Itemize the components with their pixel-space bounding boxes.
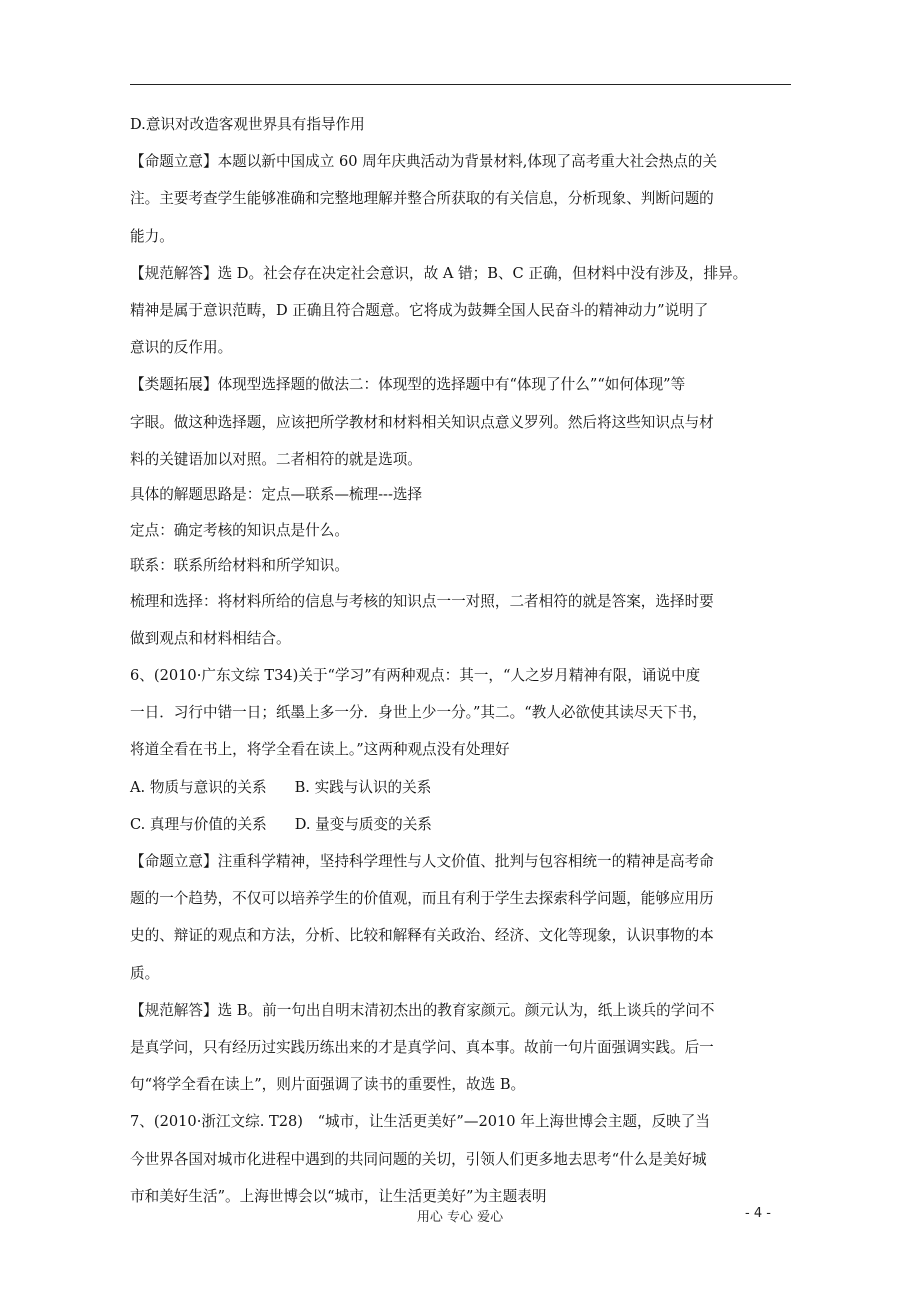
option-c: C. 真理与价值的关系: [130, 815, 267, 833]
footer-motto: 用心 专心 爱心: [416, 1210, 504, 1225]
option-d: D. 量变与质变的关系: [294, 815, 432, 833]
header-rule: [130, 84, 791, 85]
text-line: 做到观点和材料相结合。: [130, 629, 291, 647]
text-line: 6、(2010·广东文综 T34)关于“学习”有两种观点：其一，“人之岁月精神有限，诵说中度: [130, 667, 701, 685]
text-line: 能力。: [130, 227, 174, 245]
text-line: 【类题拓展】体现型选择题的做法二：体现型的选择题中有“体现了什么”“如何体现”等: [130, 376, 686, 394]
text-line: 【规范解答】选 D。社会存在决定社会意识，故 A 错；B、C 正确，但材料中没有涉及，排异。: [130, 264, 748, 282]
page-number: - 4 -: [745, 1206, 771, 1221]
text-line: 梳理和选择：将材料所给的信息与考核的知识点一一对照，二者相符的就是答案，选择时要: [130, 592, 714, 610]
text-line: 【命题立意】注重科学精神，坚持科学理性与人文价值、批判与包容相统一的精神是高考命: [130, 853, 714, 870]
text-line: 质。: [130, 964, 160, 982]
text-line: 具体的解题思路是：定点—联系—梳理---选择: [130, 486, 423, 504]
text-line: 将道全看在书上，将学全看在读上。”这两种观点没有处理好: [130, 741, 510, 759]
text-line: 【命题立意】本题以新中国成立 60 周年庆典活动为背景材料,体现了高考重大社会热点的关: [130, 153, 718, 171]
option-row: [130, 815, 792, 835]
text-line: 是真学问，只有经历过实践历练出来的才是真学问、真本事。故前一句片面强调实践。后一: [130, 1038, 714, 1056]
text-line: 今世界各国对城市化进程中遇到的共同问题的关切，引领人们更多地去思考“什么是美好城: [130, 1150, 707, 1168]
option-row: [130, 778, 792, 798]
text-line: 字眼。做这种选择题，应该把所学教材和材料相关知识点意义罗列。然后将这些知识点与材: [130, 413, 714, 431]
text-line: 句“将学全看在读上”，则片面强调了读书的重要性，故选 B。: [130, 1076, 526, 1094]
document-body: [130, 115, 792, 1224]
option-a: A. 物质与意识的关系: [130, 778, 267, 796]
text-line: 联系：联系所给材料和所学知识。: [130, 557, 349, 575]
text-line: D.意识对改造客观世界具有指导作用: [130, 116, 365, 133]
text-line: 7、(2010·浙江文综. T28) “城市，让生活更美好”—2010 年上海世博会主题，反映了当: [130, 1113, 710, 1131]
text-line: 一日．习行中错一日；纸墨上多一分．身世上少一分。”其二。“教人必欲使其读尽天下书，: [130, 704, 707, 722]
text-line: 【规范解答】选 B。前一句出自明末清初杰出的教育家颜元。颜元认为，纸上谈兵的学问不: [130, 1001, 715, 1019]
text-line: 料的关键语加以对照。二者相符的就是选项。: [130, 450, 422, 468]
text-line: 定点：确定考核的知识点是什么。: [130, 521, 349, 539]
text-line: 市和美好生活”。上海世博会以“城市，让生活更美好”为主题表明: [130, 1187, 547, 1205]
text-line: 精神是属于意识范畴，D 正确且符合题意。它将成为鼓舞全国人民奋斗的精神动力”说明了: [130, 301, 709, 319]
option-b: B. 实践与认识的关系: [294, 778, 432, 796]
text-line: 题的一个趋势，不仅可以培养学生的价值观，而且有利于学生去探索科学问题，能够应用历: [130, 890, 714, 908]
text-line: 意识的反作用。: [130, 339, 233, 357]
text-line: 史的、辩证的观点和方法，分析、比较和解释有关政治、经济、文化等现象，认识事物的本: [130, 927, 714, 945]
text-line: 注。主要考查学生能够准确和完整地理解并整合所获取的有关信息，分析现象、判断问题的: [130, 190, 714, 208]
